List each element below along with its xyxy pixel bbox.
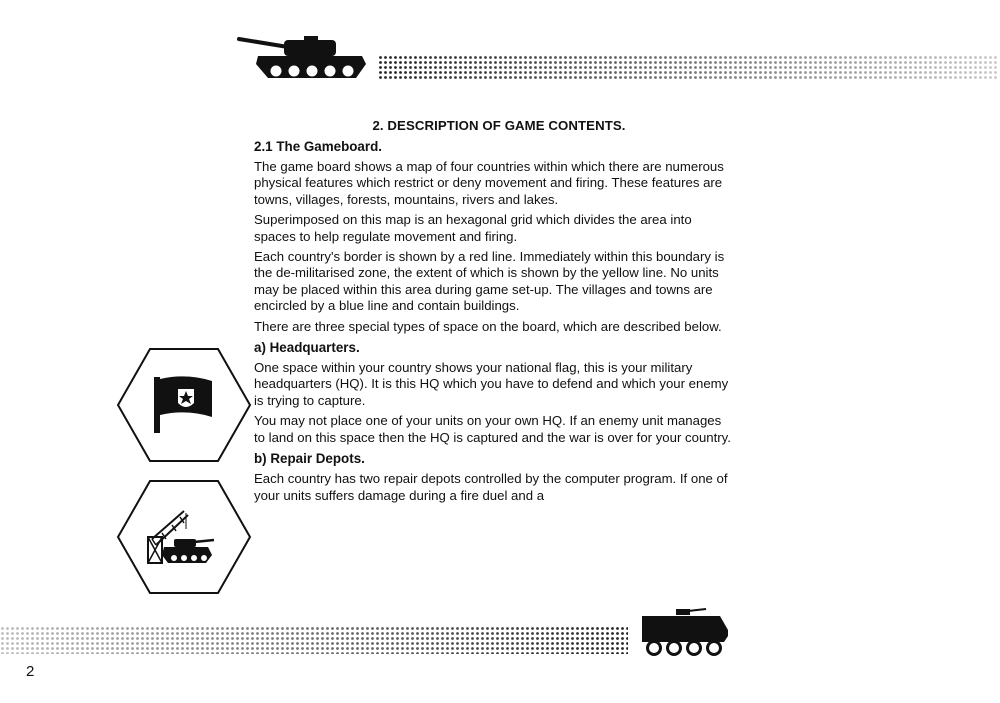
paragraph: The game board shows a map of four countries within which there are numerous physical features which restrict or deny movement and firing. These features are towns, villages, forests, mountains, rivers and lakes. bbox=[254, 159, 724, 207]
paragraph: Each country's border is shown by a red line. Immediately within this boundary is the de-militarised zone, the extent of which is shown by the yellow line. No units may be placed within this area during game set-up. The villages and towns are encircled by a blue line and contain buildings. bbox=[254, 249, 725, 314]
hq-flag-hex-icon bbox=[116, 347, 252, 463]
page-content bbox=[254, 118, 732, 508]
paragraph: You may not place one of your units on your own HQ. If an enemy unit manages to land on this space then the HQ is captured and the war is over for your country. bbox=[254, 413, 731, 445]
headquarters-heading: a) Headquarters. bbox=[254, 340, 360, 356]
page-number: 2 bbox=[26, 663, 35, 680]
paragraph: There are three special types of space on the board, which are described below. bbox=[254, 318, 722, 334]
repair-depot-hex-icon bbox=[116, 479, 252, 595]
halftone-top-strip bbox=[378, 55, 998, 81]
tank-icon bbox=[236, 34, 370, 82]
section-title: 2. DESCRIPTION OF GAME CONTENTS. bbox=[372, 118, 626, 133]
halftone-bottom-strip bbox=[0, 626, 628, 654]
repair-depots-heading: b) Repair Depots. bbox=[254, 451, 365, 467]
paragraph: One space within your country shows your national flag, this is your military headquarters (HQ). It is this HQ which you have to defend and which your enemy is trying to capture. bbox=[254, 360, 729, 408]
armoured-car-icon bbox=[640, 606, 732, 658]
paragraph: Superimposed on this map is an hexagonal grid which divides the area into spaces to help regulate movement and firing. bbox=[254, 212, 692, 244]
subsection-heading: 2.1 The Gameboard. bbox=[254, 139, 382, 154]
paragraph: Each country has two repair depots controlled by the computer program. If one of your units suffers damage during a fire duel and a bbox=[254, 471, 728, 503]
